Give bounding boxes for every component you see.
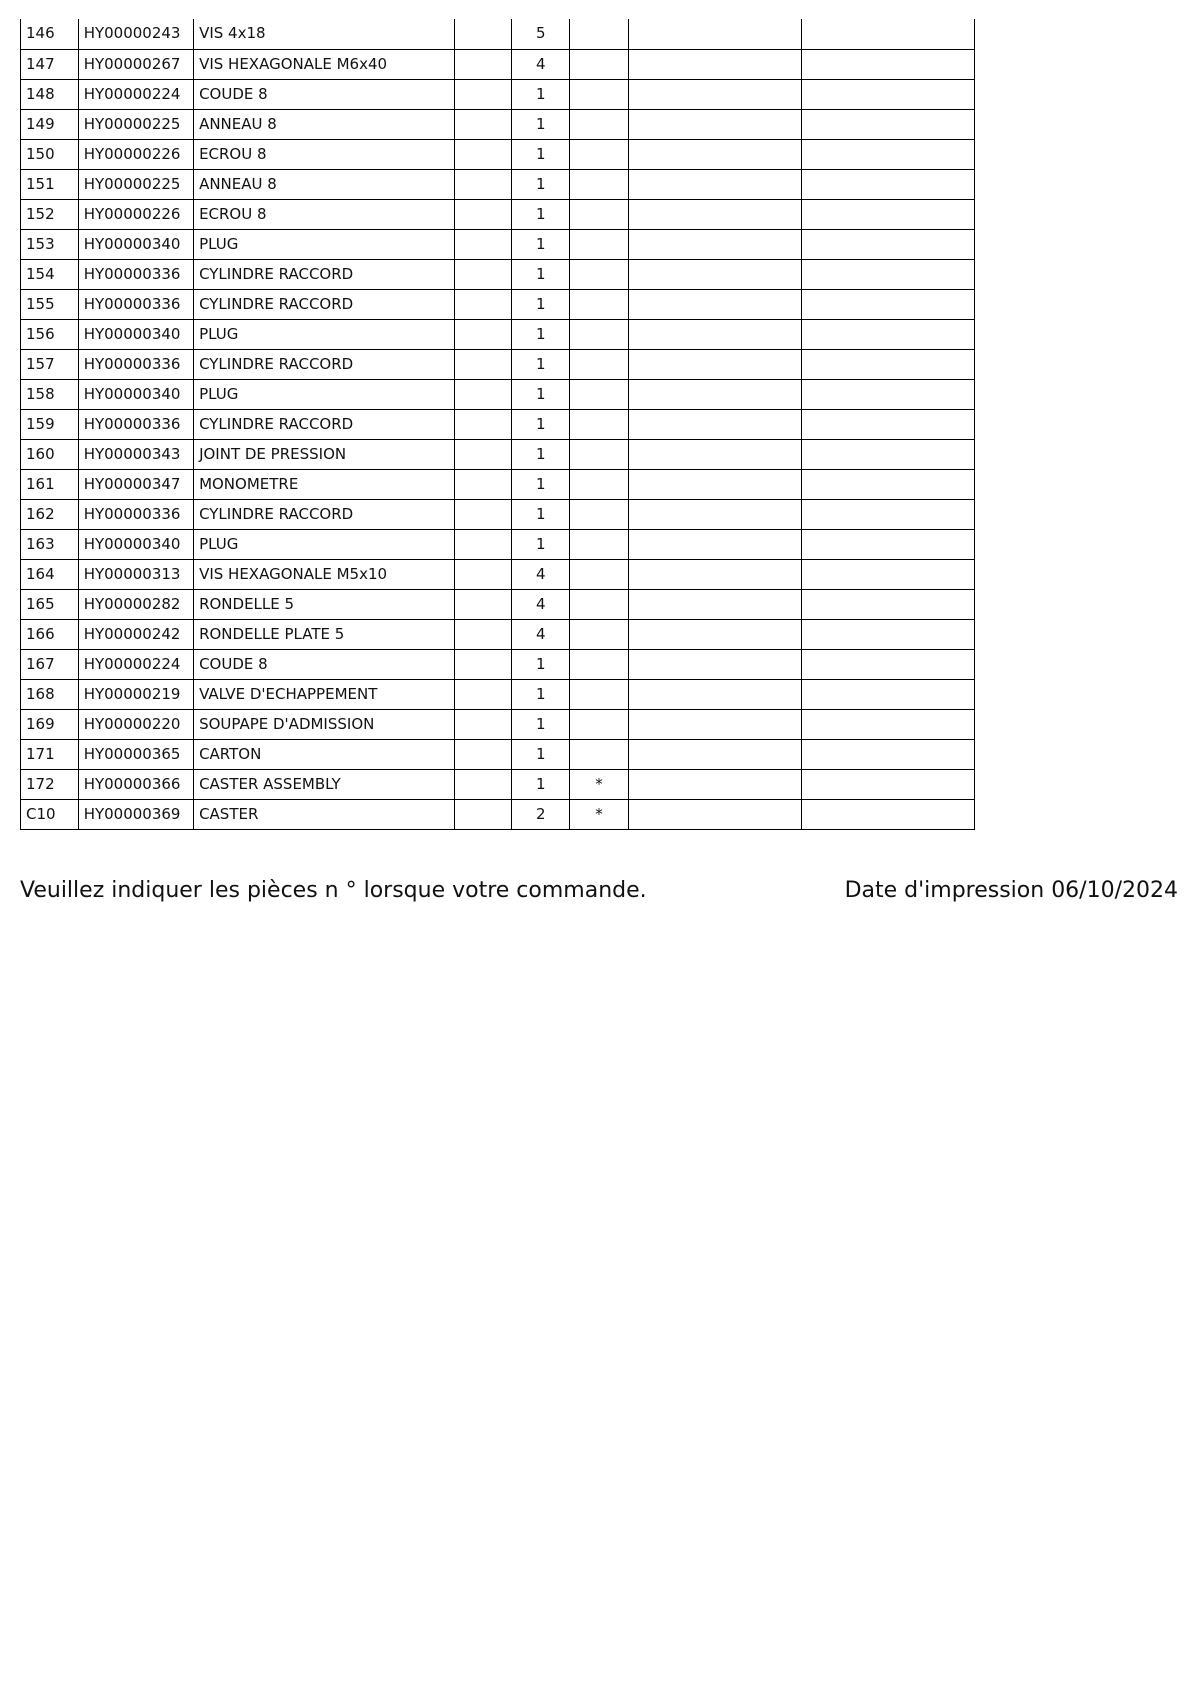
cell-empty-col7 [628,529,801,559]
cell-empty-col7 [628,199,801,229]
cell-empty-col4 [454,109,512,139]
cell-item-number: 164 [21,559,79,589]
cell-description: VALVE D'ECHAPPEMENT [194,679,455,709]
cell-empty-col7 [628,709,801,739]
cell-empty-col7 [628,259,801,289]
cell-empty-col7 [628,769,801,799]
cell-item-number: 157 [21,349,79,379]
cell-item-number: 158 [21,379,79,409]
table-row [21,319,975,349]
cell-empty-col8 [801,619,974,649]
cell-empty-col8 [801,259,974,289]
cell-item-number: 169 [21,709,79,739]
cell-item-number: 152 [21,199,79,229]
cell-marker [570,229,629,259]
cell-description: ECROU 8 [194,199,455,229]
table-row [21,289,975,319]
cell-empty-col8 [801,589,974,619]
cell-item-number: 172 [21,769,79,799]
cell-quantity: 1 [512,229,570,259]
cell-empty-col4 [454,379,512,409]
cell-marker [570,439,629,469]
cell-part-reference: HY00000336 [78,259,193,289]
table-row [21,679,975,709]
cell-empty-col4 [454,409,512,439]
cell-item-number: 153 [21,229,79,259]
cell-empty-col7 [628,79,801,109]
cell-marker [570,499,629,529]
table-row [21,799,975,829]
cell-empty-col8 [801,409,974,439]
cell-description: CYLINDRE RACCORD [194,259,455,289]
cell-empty-col8 [801,649,974,679]
cell-marker: * [570,769,629,799]
table-row [21,259,975,289]
cell-empty-col4 [454,649,512,679]
cell-empty-col8 [801,319,974,349]
cell-marker [570,679,629,709]
cell-empty-col7 [628,349,801,379]
table-row [21,709,975,739]
table-row [21,199,975,229]
cell-description: ANNEAU 8 [194,169,455,199]
cell-item-number: 165 [21,589,79,619]
cell-marker [570,79,629,109]
cell-marker [570,349,629,379]
cell-part-reference: HY00000225 [78,169,193,199]
cell-quantity: 1 [512,409,570,439]
cell-description: PLUG [194,529,455,559]
cell-quantity: 1 [512,529,570,559]
cell-empty-col8 [801,349,974,379]
cell-empty-col7 [628,739,801,769]
cell-quantity: 1 [512,679,570,709]
cell-marker [570,169,629,199]
cell-item-number: 163 [21,529,79,559]
cell-description: PLUG [194,229,455,259]
cell-empty-col8 [801,229,974,259]
cell-quantity: 1 [512,259,570,289]
cell-part-reference: HY00000226 [78,139,193,169]
cell-marker [570,649,629,679]
cell-part-reference: HY00000267 [78,49,193,79]
cell-empty-col8 [801,499,974,529]
cell-empty-col4 [454,679,512,709]
cell-empty-col7 [628,319,801,349]
cell-empty-col4 [454,229,512,259]
cell-item-number: 166 [21,619,79,649]
cell-description: VIS HEXAGONALE M6x40 [194,49,455,79]
cell-description: CYLINDRE RACCORD [194,499,455,529]
cell-quantity: 4 [512,589,570,619]
cell-quantity: 4 [512,49,570,79]
cell-empty-col4 [454,709,512,739]
cell-description: VIS 4x18 [194,19,455,49]
cell-part-reference: HY00000340 [78,229,193,259]
cell-marker [570,109,629,139]
cell-marker [570,589,629,619]
cell-marker [570,709,629,739]
cell-empty-col7 [628,679,801,709]
cell-quantity: 1 [512,439,570,469]
cell-empty-col7 [628,229,801,259]
cell-empty-col4 [454,19,512,49]
cell-item-number: 171 [21,739,79,769]
cell-part-reference: HY00000343 [78,439,193,469]
table-row [21,109,975,139]
cell-marker [570,289,629,319]
cell-quantity: 1 [512,769,570,799]
cell-quantity: 2 [512,799,570,829]
cell-quantity: 1 [512,709,570,739]
cell-item-number: 154 [21,259,79,289]
cell-empty-col7 [628,799,801,829]
cell-empty-col8 [801,739,974,769]
cell-marker: * [570,799,629,829]
cell-description: SOUPAPE D'ADMISSION [194,709,455,739]
cell-item-number: 168 [21,679,79,709]
cell-description: COUDE 8 [194,79,455,109]
cell-empty-col7 [628,409,801,439]
cell-part-reference: HY00000226 [78,199,193,229]
cell-item-number: 147 [21,49,79,79]
cell-description: COUDE 8 [194,649,455,679]
cell-part-reference: HY00000282 [78,589,193,619]
table-row [21,619,975,649]
cell-empty-col4 [454,319,512,349]
table-row [21,169,975,199]
table-row [21,19,975,49]
cell-description: ECROU 8 [194,139,455,169]
cell-quantity: 1 [512,739,570,769]
cell-quantity: 1 [512,139,570,169]
cell-quantity: 5 [512,19,570,49]
cell-item-number: 146 [21,19,79,49]
cell-empty-col4 [454,349,512,379]
cell-empty-col4 [454,169,512,199]
table-row [21,499,975,529]
cell-part-reference: HY00000347 [78,469,193,499]
cell-item-number: 155 [21,289,79,319]
table-row [21,79,975,109]
cell-empty-col8 [801,529,974,559]
cell-description: PLUG [194,379,455,409]
parts-table [20,19,975,830]
cell-quantity: 1 [512,499,570,529]
cell-description: RONDELLE 5 [194,589,455,619]
cell-part-reference: HY00000336 [78,349,193,379]
cell-part-reference: HY00000224 [78,79,193,109]
cell-empty-col4 [454,469,512,499]
cell-item-number: 167 [21,649,79,679]
cell-item-number: 148 [21,79,79,109]
parts-table-body [21,19,975,829]
cell-description: JOINT DE PRESSION [194,439,455,469]
print-date: Date d'impression 06/10/2024 [844,878,1178,903]
cell-empty-col8 [801,439,974,469]
table-row [21,769,975,799]
cell-empty-col8 [801,379,974,409]
cell-empty-col4 [454,139,512,169]
cell-part-reference: HY00000336 [78,409,193,439]
cell-empty-col4 [454,439,512,469]
cell-empty-col4 [454,199,512,229]
cell-quantity: 1 [512,319,570,349]
cell-empty-col8 [801,169,974,199]
cell-description: CYLINDRE RACCORD [194,349,455,379]
cell-empty-col8 [801,199,974,229]
cell-quantity: 1 [512,649,570,679]
cell-empty-col8 [801,109,974,139]
cell-part-reference: HY00000336 [78,499,193,529]
cell-marker [570,259,629,289]
cell-part-reference: HY00000220 [78,709,193,739]
cell-empty-col8 [801,799,974,829]
cell-empty-col8 [801,769,974,799]
table-row [21,439,975,469]
cell-description: CASTER ASSEMBLY [194,769,455,799]
cell-quantity: 1 [512,169,570,199]
cell-empty-col4 [454,499,512,529]
cell-empty-col7 [628,649,801,679]
cell-quantity: 1 [512,199,570,229]
cell-description: MONOMETRE [194,469,455,499]
cell-marker [570,19,629,49]
cell-part-reference: HY00000336 [78,289,193,319]
cell-marker [570,49,629,79]
cell-part-reference: HY00000242 [78,619,193,649]
cell-description: CARTON [194,739,455,769]
cell-quantity: 4 [512,559,570,589]
cell-part-reference: HY00000340 [78,529,193,559]
cell-item-number: 149 [21,109,79,139]
cell-empty-col7 [628,139,801,169]
cell-marker [570,379,629,409]
cell-item-number: 162 [21,499,79,529]
cell-part-reference: HY00000369 [78,799,193,829]
table-row [21,409,975,439]
cell-marker [570,319,629,349]
cell-empty-col8 [801,19,974,49]
table-row [21,469,975,499]
cell-empty-col8 [801,289,974,319]
table-row [21,739,975,769]
cell-part-reference: HY00000313 [78,559,193,589]
cell-quantity: 1 [512,289,570,319]
cell-item-number: 150 [21,139,79,169]
cell-part-reference: HY00000219 [78,679,193,709]
table-row [21,49,975,79]
cell-quantity: 1 [512,109,570,139]
cell-empty-col7 [628,439,801,469]
cell-item-number: 161 [21,469,79,499]
cell-part-reference: HY00000243 [78,19,193,49]
cell-description: RONDELLE PLATE 5 [194,619,455,649]
cell-quantity: 1 [512,349,570,379]
table-row [21,139,975,169]
cell-empty-col4 [454,259,512,289]
cell-description: PLUG [194,319,455,349]
cell-marker [570,559,629,589]
table-row [21,559,975,589]
cell-empty-col7 [628,169,801,199]
cell-empty-col8 [801,469,974,499]
cell-part-reference: HY00000225 [78,109,193,139]
cell-empty-col7 [628,289,801,319]
cell-quantity: 4 [512,619,570,649]
cell-part-reference: HY00000224 [78,649,193,679]
cell-empty-col4 [454,619,512,649]
cell-marker [570,409,629,439]
cell-quantity: 1 [512,79,570,109]
cell-marker [570,139,629,169]
cell-part-reference: HY00000340 [78,379,193,409]
cell-empty-col7 [628,589,801,619]
cell-marker [570,529,629,559]
table-row [21,529,975,559]
cell-description: CASTER [194,799,455,829]
cell-item-number: 156 [21,319,79,349]
cell-empty-col8 [801,79,974,109]
cell-empty-col7 [628,619,801,649]
cell-description: CYLINDRE RACCORD [194,289,455,319]
cell-empty-col8 [801,709,974,739]
cell-empty-col7 [628,559,801,589]
cell-empty-col4 [454,739,512,769]
cell-empty-col7 [628,499,801,529]
cell-empty-col4 [454,559,512,589]
cell-item-number: C10 [21,799,79,829]
cell-empty-col8 [801,139,974,169]
cell-empty-col4 [454,289,512,319]
cell-item-number: 159 [21,409,79,439]
cell-marker [570,469,629,499]
cell-quantity: 1 [512,379,570,409]
order-instruction-note: Veuillez indiquer les pièces n ° lorsque votre commande. [20,878,647,903]
cell-empty-col7 [628,49,801,79]
cell-marker [570,619,629,649]
cell-marker [570,199,629,229]
cell-description: CYLINDRE RACCORD [194,409,455,439]
cell-marker [570,739,629,769]
cell-empty-col7 [628,379,801,409]
table-row [21,379,975,409]
cell-empty-col4 [454,79,512,109]
cell-description: VIS HEXAGONALE M5x10 [194,559,455,589]
cell-description: ANNEAU 8 [194,109,455,139]
table-row [21,589,975,619]
cell-part-reference: HY00000366 [78,769,193,799]
cell-empty-col7 [628,19,801,49]
cell-empty-col7 [628,109,801,139]
cell-part-reference: HY00000340 [78,319,193,349]
cell-item-number: 151 [21,169,79,199]
cell-empty-col7 [628,469,801,499]
cell-empty-col8 [801,559,974,589]
cell-empty-col8 [801,679,974,709]
cell-item-number: 160 [21,439,79,469]
table-row [21,229,975,259]
cell-empty-col4 [454,769,512,799]
cell-quantity: 1 [512,469,570,499]
cell-empty-col4 [454,529,512,559]
cell-empty-col4 [454,49,512,79]
table-row [21,649,975,679]
cell-empty-col4 [454,799,512,829]
cell-empty-col4 [454,589,512,619]
table-row [21,349,975,379]
cell-part-reference: HY00000365 [78,739,193,769]
cell-empty-col8 [801,49,974,79]
